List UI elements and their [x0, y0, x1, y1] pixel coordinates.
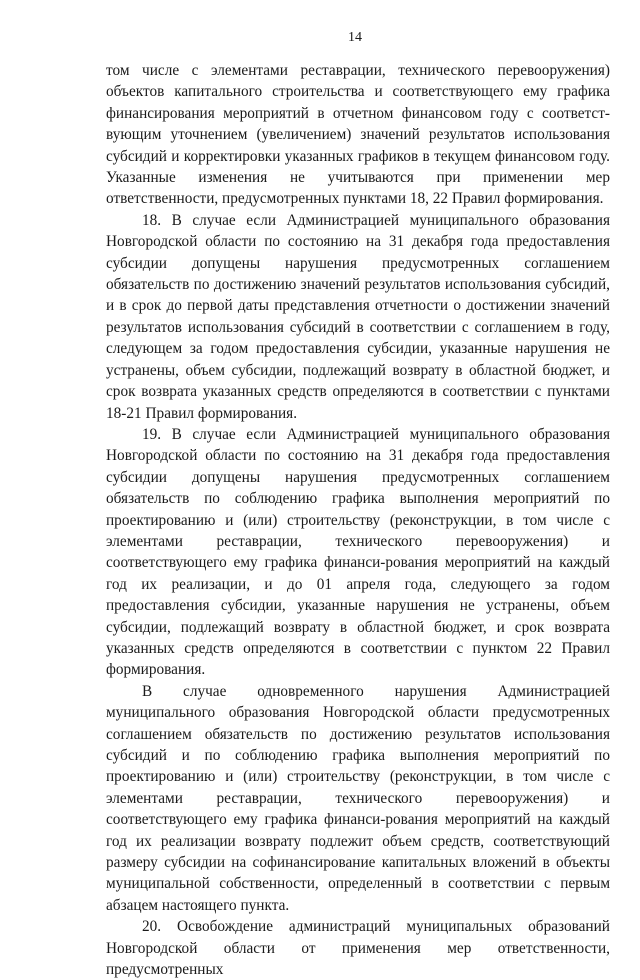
paragraph-clause-19-simultaneous: В случае одновременного нарушения Администрацией муниципального образования Новгородской области предусмотренных соглашением обязательств по достижению результатов использования субсидий и по соблюдению графика выполнения мероприятий по проектированию и (или) строительству (реконструкции, в том числе с элементами реставрации, технического перевооружения) и соответствующего ему графика финанси-рования мероприятий на каждый год их реализации возврату подлежит объем средств, соответствующий размеру субсидии на софинансирование капитальных вложений в объекты муниципальной собственности, определенный в соответствии с первым абзацем настоящего пункта. [106, 682, 610, 914]
paragraph-clause-20: 20. Освобождение администраций муниципальных образований Новгородской области от применения мер ответственности, предусмотренных [106, 918, 610, 979]
paragraph-clause-19: 19. В случае если Администрацией муниципального образования Новгородской области по состоянию на 31 декабря года предоставления субсидии допущены нарушения предусмотренных соглашением обязательств по соблюдению графика выполнения мероприятий по проектированию и (или) строительству (реконструкции, в том числе с элементами реставрации, технического перевооружения) и соответствующего ему графика финанси-рования мероприятий на каждый год их реализации, и до 01 апреля года, следующего за годом предоставления субсидии, указанные нарушения не устранены, объем субсидии, подлежащий возврату в областной бюджет, и срок возврата указанных средств определяются в соответствии с пунктом 22 Правил формирования. [106, 425, 610, 679]
paragraph-clause-18: 18. В случае если Администрацией муниципального образования Новгородской области по состоянию на 31 декабря года предоставления субсидии допущены нарушения предусмотренных соглашением обязательств по достижению значений результатов использования субсидий, и в срок до первой даты представления отчетности о достижении значений результатов использования субсидий в соответствии с соглашением в году, следующем за годом предоставления субсидии, указанные нарушения не устранены, объем субсидии, подлежащий возврату в областной бюджет, и срок возврата указанных средств определяются в соответствии с пунктами 18-21 Правил формирования. [106, 211, 610, 422]
paragraph-continuation: том числе с элементами реставрации, технического перевооружения) объектов капитального строительства и соответствующего ему графика финансирования мероприятий в отчетном финансовом году с соответст-вующим уточнением (увеличением) значений результатов использования субсидий и корректировки указанных графиков в текущем финансовом году. Указанные изменения не учитываются при применении мер ответственности, предусмотренных пунктами 18, 22 Правил формирования. [106, 62, 610, 208]
page-number: 14 [348, 30, 362, 45]
